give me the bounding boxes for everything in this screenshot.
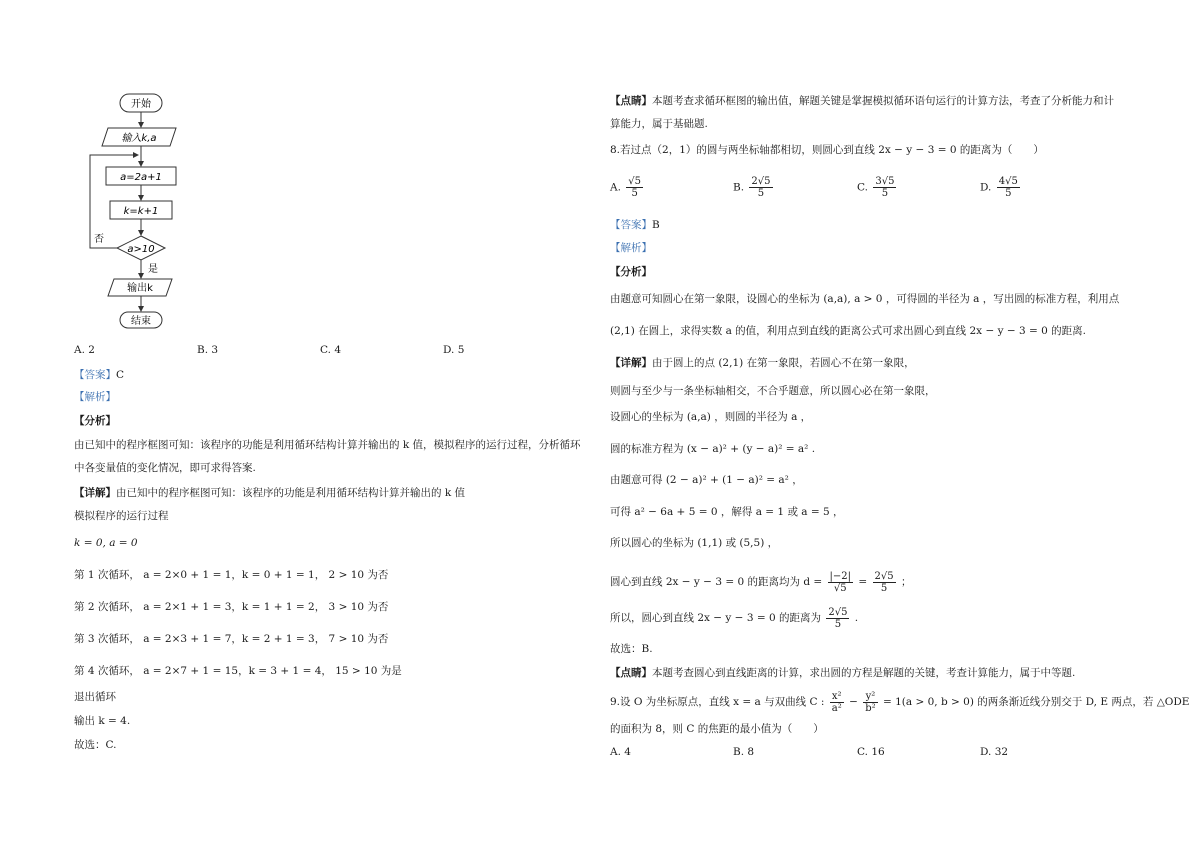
q9-den2: b²: [865, 702, 876, 714]
loop-1: 第 1 次循环， a = 2×0 + 1 = 1，k = 0 + 1 = 1， 2 > 10 为否: [74, 569, 389, 581]
fenxi-line-2: 中各变量值的变化情况，即可求得答案.: [74, 462, 256, 474]
dianjing-tag-2: 【点睛】: [610, 667, 652, 679]
q8-xiangjie-line: [610, 356, 915, 370]
q8-option-c: [857, 176, 898, 199]
question-8: 8.若过点（2，1）的圆与两坐标轴都相切，则圆心到直线 2x − y − 3 = 0 的距离为（ ）: [610, 144, 1044, 156]
simulate-line: 模拟程序的运行过程: [74, 510, 169, 522]
dianjing-1-text-1: 本题考查求循环框图的输出值，解题关键是掌握模拟循环语句运行的计算方法，考查了分析能力和计: [652, 95, 1114, 107]
q9-option-b: B. 8: [733, 746, 755, 758]
flow-end: [120, 312, 162, 328]
option-d: D. 5: [443, 344, 465, 356]
q8-final: 故选：B.: [610, 643, 653, 655]
q8-xj-5: 由题意可得 (2 − a)² + (1 − a)² = a² ，: [610, 474, 803, 486]
q8-fenxi-line-2: (2,1) 在圆上，求得实数 a 的值，利用点到直线的距离公式可求出圆心到直线 2x − y − 3 = 0 的距离.: [610, 325, 1086, 337]
flowchart: [80, 90, 300, 330]
q9-option-d: D. 32: [980, 746, 1009, 758]
q8-xj-8-pre: 圆心到直线 2x − y − 3 = 0 的距离均为 d =: [610, 576, 823, 588]
q8-option-b-num: 2√5: [751, 176, 771, 187]
q8-xj-8-eq: =: [858, 576, 868, 588]
q8-xj-8-num1: |−2|: [829, 570, 852, 582]
loop-4: 第 4 次循环， a = 2×7 + 1 = 15，k = 3 + 1 = 4， 15 > 10 为是: [74, 665, 402, 677]
q9-minus: −: [849, 696, 858, 708]
q8-xj-9-pre: 所以，圆心到直线 2x − y − 3 = 0 的距离为: [610, 612, 821, 624]
q8-xj-9-num: 2√5: [828, 606, 848, 618]
q8-fenxi-line-1: 由题意可知圆心在第一象限，设圆心的坐标为 (a,a), a > 0 ，可得圆的半径为 a ，写出圆的标准方程，利用点: [610, 293, 1120, 305]
flow-output-text: 输出k: [127, 283, 153, 294]
flow-input-text: 输入k,a: [121, 133, 157, 144]
fenxi-line-1: 由已知中的程序框图可知：该程序的功能是利用循环结构计算并输出的 k 值，模拟程序的运行过程，分析循环: [74, 439, 581, 451]
q9-option-a: A. 4: [610, 746, 631, 758]
q8-option-d: [980, 176, 1022, 199]
final-line: 故选：C.: [74, 739, 117, 751]
option-a: A. 2: [74, 344, 95, 356]
q8-xj-8-post: ；: [900, 576, 912, 588]
q8-option-c-den: 5: [881, 188, 889, 199]
question-9-line-2: 的面积为 8，则 C 的焦距的最小值为（ ）: [610, 723, 824, 735]
dianjing-tag-1: 【点睛】: [610, 95, 652, 107]
flow-step2: [110, 201, 172, 219]
q8-option-a: [610, 176, 645, 199]
flow-step1: [106, 167, 176, 185]
q8-option-b-den: 5: [757, 188, 765, 199]
answer-line: [74, 368, 124, 382]
flow-end-text: 结束: [131, 316, 151, 327]
q8-xj-9-den: 5: [834, 618, 842, 630]
flow-start-text: 开始: [131, 99, 151, 110]
q8-option-d-num: 4√5: [998, 176, 1018, 187]
loop-2: 第 2 次循环， a = 2×1 + 1 = 3，k = 1 + 1 = 2， 3 > 10 为否: [74, 601, 389, 613]
q8-option-c-letter: C.: [857, 181, 868, 194]
q9-den: a²: [831, 702, 842, 714]
flow-step2-text: k=k+1: [123, 206, 159, 217]
flow-condition: [117, 236, 165, 260]
flow-step1-text: a=2a+1: [120, 172, 162, 183]
q9-pre: 9.设 O 为坐标原点，直线 x = a 与双曲线 C :: [610, 696, 825, 708]
q8-fenxi-tag: 【分析】: [610, 266, 652, 278]
xiangjie-line: [74, 486, 465, 500]
xiangjie-tag: 【详解】: [74, 487, 116, 499]
q8-xj-8-den2: 5: [880, 582, 888, 594]
question-9: [610, 688, 1189, 716]
flow-no-label: 否: [94, 234, 104, 245]
dianjing-2-text: 本题考查圆心到直线距离的计算，求出圆的方程是解题的关键，考查计算能力，属于中等题.: [652, 667, 1076, 679]
q8-xj-8-den1: √5: [833, 582, 847, 594]
exit-line: 退出循环: [74, 691, 116, 703]
fenxi-tag: 【分析】: [74, 415, 116, 427]
flow-start: [120, 94, 162, 112]
answer-value: C: [116, 369, 125, 381]
dianjing-1-line: [610, 94, 1114, 108]
q8-xj-7: 所以圆心的坐标为 (1,1) 或 (5,5) ，: [610, 537, 779, 549]
option-c: C. 4: [320, 344, 342, 356]
flow-yes-label: 是: [148, 264, 158, 275]
q8-option-d-den: 5: [1005, 188, 1012, 199]
q9-num: x²: [830, 691, 844, 703]
q8-xj-3: 设圆心的坐标为 (a,a) ，则圆的半径为 a ，: [610, 411, 812, 423]
q8-jiexi-tag: 【解析】: [610, 242, 652, 254]
q8-xj-8-num2: 2√5: [874, 570, 894, 582]
q8-xj-2: 则圆与至少与一条坐标轴相交，不合乎题意，所以圆心必在第一象限，: [610, 385, 936, 397]
jiexi-tag: 【解析】: [74, 391, 116, 403]
flow-input: [102, 128, 176, 146]
q8-xj-8: [610, 568, 911, 596]
q8-xj-9-post: .: [854, 612, 859, 624]
option-b: B. 3: [197, 344, 219, 356]
q9-post: = 1(a > 0, b > 0) 的两条渐近线分别交于 D, E 两点，若 △ODE: [882, 696, 1190, 708]
init-line: k = 0, a = 0: [74, 537, 138, 549]
q8-xj-6: 可得 a² − 6a + 5 = 0 ，解得 a = 1 或 a = 5 ，: [610, 506, 844, 518]
loop-3: 第 3 次循环， a = 2×3 + 1 = 7，k = 2 + 1 = 3， 7 > 10 为否: [74, 633, 389, 645]
q9-num2: y²: [863, 691, 877, 703]
q8-xj-9: [610, 604, 858, 632]
q8-answer-tag: 【答案】: [610, 219, 652, 231]
flow-condition-text: a>10: [127, 244, 155, 255]
q9-option-c: C. 16: [857, 746, 885, 758]
q8-option-b-letter: B.: [733, 181, 745, 194]
q8-answer-line: [610, 218, 660, 232]
q8-xj-4: 圆的标准方程为 (x − a)² + (y − a)² = a² .: [610, 443, 816, 455]
q8-option-a-den: 5: [631, 188, 638, 199]
output-line: 输出 k = 4.: [74, 715, 131, 727]
q8-xj-1: 由于圆上的点 (2,1) 在第一象限，若圆心不在第一象限，: [652, 357, 915, 369]
q8-option-b: [733, 176, 775, 199]
answer-tag: 【答案】: [74, 369, 116, 381]
q8-option-a-letter: A.: [610, 181, 621, 194]
q8-option-d-letter: D.: [980, 181, 992, 194]
q8-answer-value: B: [652, 219, 660, 231]
q8-option-a-num: √5: [628, 176, 641, 187]
dianjing-1-text-2: 算能力，属于基础题.: [610, 118, 708, 130]
q8-option-c-num: 3√5: [875, 176, 895, 187]
xiangjie-text: 由已知中的程序框图可知：该程序的功能是利用循环结构计算并输出的 k 值: [116, 487, 466, 499]
q8-xiangjie-tag: 【详解】: [610, 357, 652, 369]
dianjing-2-line: [610, 666, 1075, 680]
flow-output: [108, 279, 172, 296]
